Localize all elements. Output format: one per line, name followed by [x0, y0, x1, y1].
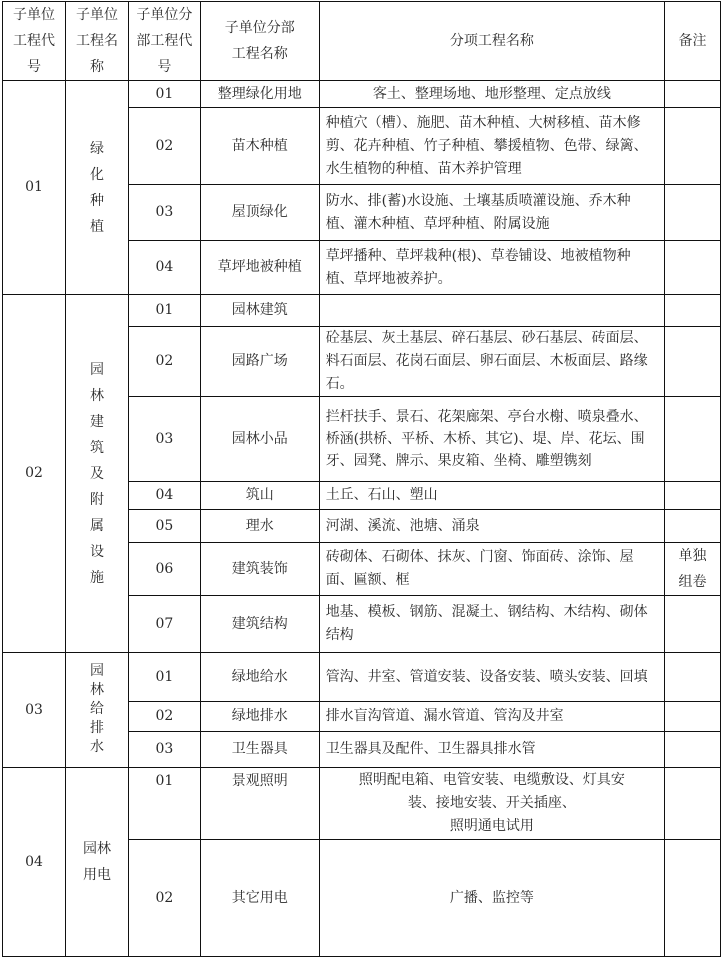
remark — [665, 185, 721, 241]
item-names: 管沟、井室、管道安装、设备安装、喷头安装、回填 — [319, 653, 664, 702]
sub-code: 01 — [128, 653, 200, 702]
table-row — [3, 653, 721, 702]
item-names: 地基、模板、钢筋、混凝土、钢结构、木结构、砌体结构 — [319, 596, 664, 653]
table-row — [3, 295, 721, 327]
table-row — [3, 81, 721, 108]
remark — [665, 840, 721, 957]
item-names: 拦杆扶手、景石、花架廊架、亭台水榭、喷泉叠水、桥涵(拱桥、平桥、木桥、其它)、堤、岸、花坛、围牙、园凳、牌示、果皮箱、坐椅、雕塑镌刻 — [319, 397, 664, 482]
item-names — [319, 295, 664, 327]
sub-code: 07 — [128, 596, 200, 653]
remark — [665, 81, 721, 108]
item-names: 卫生器具及配件、卫生器具排水管 — [319, 732, 664, 768]
remark — [665, 702, 721, 732]
group-code: 01 — [3, 81, 66, 295]
header-remark: 备注 — [665, 2, 721, 81]
item-names: 土丘、石山、塑山 — [319, 482, 664, 510]
header-sub-name: 子单位分部工程名称 — [200, 2, 319, 81]
group-code: 02 — [3, 295, 66, 653]
group-name: 园林给排水 — [65, 653, 128, 768]
group-code: 04 — [3, 768, 66, 957]
sub-name: 景观照明 — [200, 768, 319, 840]
header-unit-name: 子单位工程名称 — [65, 2, 128, 81]
remark — [665, 510, 721, 543]
header-unit-code: 子单位工程代号 — [3, 2, 66, 81]
table-header-row — [3, 2, 721, 81]
remark — [665, 653, 721, 702]
item-line: 照明通电试用 — [449, 818, 534, 834]
item-names: 防水、排(蓄)水设施、土壤基质喷灌设施、乔木种植、灌木种植、草坪种植、附属设施 — [319, 185, 664, 241]
remark — [665, 295, 721, 327]
sub-code: 03 — [128, 732, 200, 768]
item-names: 排水盲沟管道、漏水管道、管沟及井室 — [319, 702, 664, 732]
sub-code: 01 — [128, 768, 200, 840]
remark — [665, 241, 721, 295]
sub-code: 02 — [128, 327, 200, 397]
project-division-table — [2, 1, 721, 957]
sub-name: 苗木种植 — [200, 108, 319, 185]
remark — [665, 732, 721, 768]
item-names: 砼基层、灰土基层、碎石基层、砂石基层、砖面层、料石面层、花岗石面层、卵石面层、木板面层、路缘石。 — [319, 327, 664, 397]
item-line: 照明配电箱、电管安装、电缆敷设、灯具安 — [358, 772, 625, 788]
sub-code: 04 — [128, 482, 200, 510]
remark — [665, 108, 721, 185]
item-names: 种植穴（槽）、施肥、苗木种植、大树移植、苗木修剪、花卉种植、竹子种植、攀援植物、色带、绿篱、水生植物的种植、苗木养护管理 — [319, 108, 664, 185]
sub-code: 05 — [128, 510, 200, 543]
table-row — [3, 768, 721, 840]
sub-code: 02 — [128, 108, 200, 185]
sub-name: 建筑装饰 — [200, 543, 319, 596]
sub-name: 整理绿化用地 — [200, 81, 319, 108]
remark — [665, 768, 721, 840]
sub-name: 卫生器具 — [200, 732, 319, 768]
sub-name: 理水 — [200, 510, 319, 543]
sub-code: 02 — [128, 702, 200, 732]
group-name: 园林建筑及附属设施 — [65, 295, 128, 653]
sub-code: 01 — [128, 295, 200, 327]
sub-code: 02 — [128, 840, 200, 957]
header-item-name: 分项工程名称 — [319, 2, 664, 81]
item-names: 砖砌体、石砌体、抹灰、门窗、饰面砖、涂饰、屋面、匾额、框 — [319, 543, 664, 596]
item-names: 河湖、溪流、池塘、涌泉 — [319, 510, 664, 543]
sub-name: 屋顶绿化 — [200, 185, 319, 241]
sub-code: 04 — [128, 241, 200, 295]
sub-name: 园路广场 — [200, 327, 319, 397]
sub-name: 绿地排水 — [200, 702, 319, 732]
item-line: 装、接地安装、开关插座、 — [407, 795, 576, 811]
sub-code: 03 — [128, 397, 200, 482]
sub-name: 其它用电 — [200, 840, 319, 957]
item-names — [319, 768, 664, 840]
item-names: 草坪播种、草坪栽种(根)、草卷铺设、地被植物种植、草坪地被养护。 — [319, 241, 664, 295]
item-names: 广播、监控等 — [319, 840, 664, 957]
sub-code: 03 — [128, 185, 200, 241]
remark — [665, 596, 721, 653]
sub-name: 园林小品 — [200, 397, 319, 482]
remark — [665, 482, 721, 510]
item-names: 客土、整理场地、地形整理、定点放线 — [319, 81, 664, 108]
sub-name: 园林建筑 — [200, 295, 319, 327]
sub-code: 01 — [128, 81, 200, 108]
sub-name: 草坪地被种植 — [200, 241, 319, 295]
sub-name: 绿地给水 — [200, 653, 319, 702]
remark — [665, 397, 721, 482]
sub-code: 06 — [128, 543, 200, 596]
group-name: 园林用电 — [65, 768, 128, 957]
header-sub-code: 子单位分部工程代号 — [128, 2, 200, 81]
group-code: 03 — [3, 653, 66, 768]
sub-name: 建筑结构 — [200, 596, 319, 653]
group-name: 绿化种植 — [65, 81, 128, 295]
sub-name: 筑山 — [200, 482, 319, 510]
remark: 单独组卷 — [665, 543, 721, 596]
remark — [665, 327, 721, 397]
